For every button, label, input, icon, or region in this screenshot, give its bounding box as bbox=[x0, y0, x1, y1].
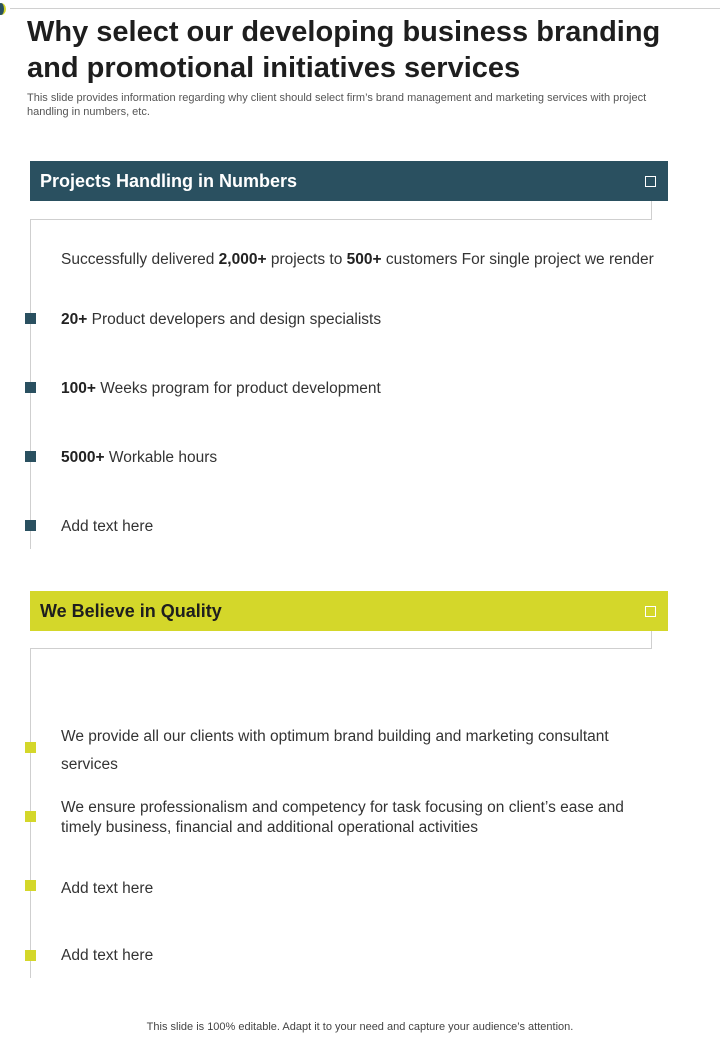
bullet-icon bbox=[25, 811, 36, 822]
list-item: 20+ Product developers and design specialists bbox=[61, 311, 382, 328]
list-item: We ensure professionalism and competency for task focusing on client’s ease and timely business, financial and additional operational activities bbox=[61, 799, 624, 836]
bullet-icon bbox=[25, 451, 36, 462]
quality-heading: We Believe in Quality bbox=[40, 601, 222, 621]
bullet-icon bbox=[25, 742, 36, 753]
list-item: 5000+ Workable hours bbox=[61, 449, 218, 466]
top-divider bbox=[10, 8, 720, 9]
frame-line bbox=[651, 631, 652, 649]
bullet-icon bbox=[25, 950, 36, 961]
list-item: Add text here bbox=[61, 947, 154, 964]
frame-line bbox=[30, 648, 652, 649]
footer-note: This slide is 100% editable. Adapt it to your need and capture your audience’s attention. bbox=[146, 1021, 574, 1033]
frame-line bbox=[30, 219, 652, 220]
bullet-icon bbox=[25, 382, 36, 393]
bullet-icon bbox=[25, 520, 36, 531]
slide-subtitle: This slide provides information regarding why client should select firm’s brand management and marketing services with project handling in numbers, etc. bbox=[27, 92, 647, 118]
projects-banner bbox=[30, 161, 668, 201]
list-item: We provide all our clients with optimum brand building and marketing consultant services bbox=[61, 728, 609, 773]
quality-banner bbox=[30, 591, 668, 631]
projects-intro: Successfully delivered 2,000+ projects to 500+ customers For single project we render bbox=[61, 251, 654, 268]
projects-heading: Projects Handling in Numbers bbox=[40, 171, 298, 191]
square-icon bbox=[645, 176, 656, 187]
bullet-icon bbox=[25, 313, 36, 324]
slide-title: Why select our developing business branding and promotional initiatives services bbox=[27, 16, 661, 84]
list-item: 100+ Weeks program for product development bbox=[61, 380, 381, 397]
frame-line bbox=[651, 201, 652, 220]
square-icon bbox=[645, 606, 656, 617]
bullet-icon bbox=[25, 880, 36, 891]
corner-decoration bbox=[0, 3, 6, 15]
list-item: Add text here bbox=[61, 880, 154, 897]
list-item: Add text here bbox=[61, 518, 154, 535]
